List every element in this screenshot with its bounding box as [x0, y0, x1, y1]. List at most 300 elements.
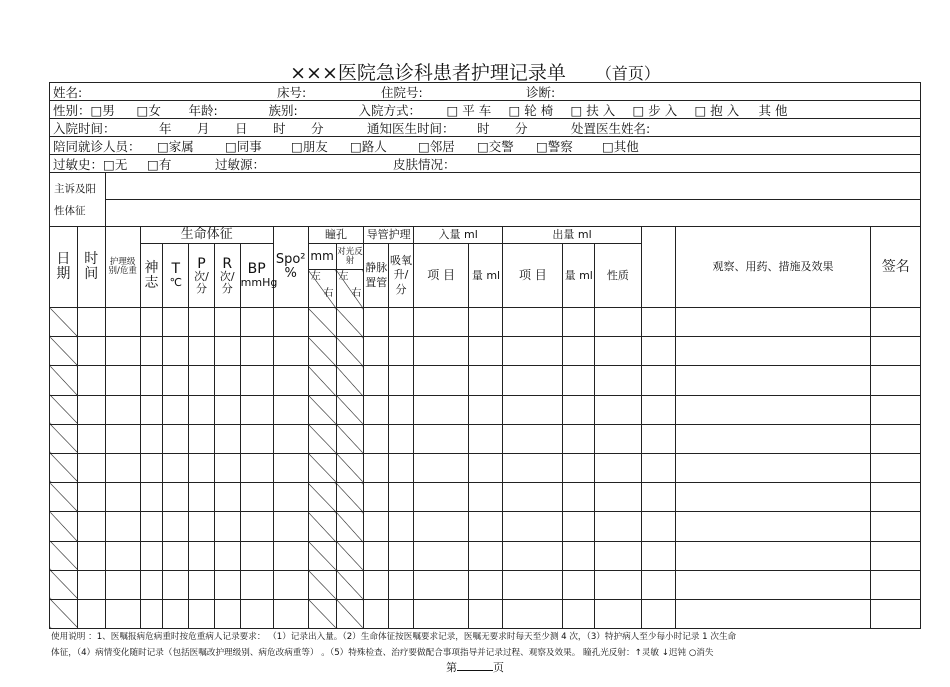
table-cell[interactable] [469, 366, 503, 395]
table-cell[interactable] [563, 453, 595, 482]
temp-label: T [171, 261, 181, 278]
table-cell[interactable] [595, 308, 641, 337]
page-prefix: 第 [446, 661, 457, 674]
table-cell[interactable] [308, 483, 336, 512]
table-cell[interactable] [503, 424, 563, 453]
table-cell[interactable] [273, 366, 308, 395]
table-cell[interactable] [469, 308, 503, 337]
table-cell[interactable] [675, 541, 871, 570]
table-row [50, 366, 921, 395]
table-cell[interactable] [364, 512, 389, 541]
complaint-lines[interactable] [106, 173, 920, 226]
table-cell[interactable] [163, 541, 189, 570]
nursing-record-form [49, 82, 921, 629]
table-cell[interactable] [469, 541, 503, 570]
table-cell[interactable] [189, 512, 215, 541]
table-cell[interactable] [563, 424, 595, 453]
table-cell[interactable] [389, 570, 414, 599]
table-cell[interactable] [641, 337, 675, 366]
table-cell[interactable] [364, 337, 389, 366]
table-cell[interactable] [503, 512, 563, 541]
table-cell[interactable] [240, 453, 273, 482]
table-cell[interactable] [563, 599, 595, 628]
table-cell[interactable] [675, 308, 871, 337]
table-cell[interactable] [273, 337, 308, 366]
table-cell[interactable] [871, 512, 921, 541]
table-cell[interactable] [675, 366, 871, 395]
table-cell[interactable] [50, 366, 78, 395]
table-cell[interactable] [189, 366, 215, 395]
companion-friend-checkbox[interactable]: □朋友 [291, 138, 328, 154]
table-cell[interactable] [336, 599, 364, 628]
table-cell[interactable] [871, 337, 921, 366]
table-cell[interactable] [563, 308, 595, 337]
table-cell[interactable] [364, 424, 389, 453]
table-cell[interactable] [163, 366, 189, 395]
table-cell[interactable] [336, 512, 364, 541]
table-cell[interactable] [240, 308, 273, 337]
table-cell[interactable] [240, 599, 273, 628]
table-cell[interactable] [214, 570, 240, 599]
table-cell[interactable] [50, 453, 78, 482]
table-cell[interactable] [595, 337, 641, 366]
table-cell[interactable] [240, 395, 273, 424]
table-cell[interactable] [413, 599, 469, 628]
table-cell[interactable] [50, 424, 78, 453]
admission-no-field[interactable]: 住院号: [381, 84, 423, 100]
skin-condition-field[interactable]: 皮肤情况： [393, 156, 456, 172]
pulse-header [189, 244, 215, 308]
table-cell[interactable] [503, 453, 563, 482]
table-cell[interactable] [389, 395, 414, 424]
table-cell[interactable] [871, 541, 921, 570]
table-row [50, 541, 921, 570]
table-cell[interactable] [336, 570, 364, 599]
usage-notes-line-2: 体征，（4）病情变化随时记录（包括医嘱改护理级别、病危改病重等） 。（5）特殊检查、治疗要做配合事项指导并记录过程、观察及效果。 瞳孔光反射：↑灵敏 ↓迟钝 ○消失 [51, 648, 714, 658]
table-cell[interactable] [105, 599, 140, 628]
table-cell[interactable] [871, 599, 921, 628]
table-cell[interactable] [189, 599, 215, 628]
table-cell[interactable] [214, 308, 240, 337]
table-cell[interactable] [595, 395, 641, 424]
vital-signs-header: 生命体征 [140, 227, 273, 244]
table-cell[interactable] [469, 483, 503, 512]
table-cell[interactable] [469, 395, 503, 424]
table-cell[interactable] [413, 512, 469, 541]
table-cell[interactable] [389, 512, 414, 541]
table-cell[interactable] [163, 308, 189, 337]
table-cell[interactable] [336, 483, 364, 512]
table-cell[interactable] [105, 570, 140, 599]
table-cell[interactable] [189, 570, 215, 599]
table-cell[interactable] [77, 453, 105, 482]
table-cell[interactable] [563, 337, 595, 366]
intake-header: 入量 ml [413, 227, 503, 244]
table-cell[interactable] [641, 512, 675, 541]
table-cell[interactable] [675, 483, 871, 512]
pupil-left-right-header [308, 270, 336, 308]
table-cell[interactable] [163, 599, 189, 628]
table-cell[interactable] [77, 337, 105, 366]
table-cell[interactable] [214, 483, 240, 512]
table-cell[interactable] [140, 599, 163, 628]
table-cell[interactable] [308, 308, 336, 337]
table-cell[interactable] [308, 570, 336, 599]
table-cell[interactable] [364, 483, 389, 512]
month-label: 月 [197, 120, 210, 136]
table-cell[interactable] [364, 541, 389, 570]
table-cell[interactable] [871, 570, 921, 599]
table-cell[interactable] [469, 424, 503, 453]
table-cell[interactable] [50, 541, 78, 570]
table-cell[interactable] [240, 483, 273, 512]
table-cell[interactable] [189, 395, 215, 424]
table-row [50, 308, 921, 337]
table-cell[interactable] [50, 308, 78, 337]
table-row [50, 337, 921, 366]
table-cell[interactable] [675, 424, 871, 453]
diagnosis-field[interactable]: 诊断: [526, 84, 556, 100]
pupil-left-label: 左 [310, 271, 321, 282]
table-cell[interactable] [871, 395, 921, 424]
table-cell[interactable] [163, 483, 189, 512]
bed-field[interactable]: 床号: [277, 84, 307, 100]
table-cell[interactable] [163, 395, 189, 424]
table-cell[interactable] [163, 453, 189, 482]
table-cell[interactable] [140, 395, 163, 424]
table-cell[interactable] [413, 395, 469, 424]
table-cell[interactable] [563, 570, 595, 599]
table-cell[interactable] [189, 453, 215, 482]
table-cell[interactable] [641, 424, 675, 453]
table-cell[interactable] [105, 395, 140, 424]
companion-colleague-checkbox[interactable]: □同事 [225, 138, 262, 154]
ethnic-field[interactable]: 族别: [268, 102, 298, 118]
table-cell[interactable] [50, 570, 78, 599]
table-cell[interactable] [273, 453, 308, 482]
table-cell[interactable] [105, 308, 140, 337]
table-cell[interactable] [308, 366, 336, 395]
table-cell[interactable] [641, 599, 675, 628]
table-cell[interactable] [50, 512, 78, 541]
table-cell[interactable] [336, 424, 364, 453]
table-cell[interactable] [273, 541, 308, 570]
table-cell[interactable] [140, 483, 163, 512]
page-number-blank[interactable] [457, 661, 493, 671]
table-cell[interactable] [364, 599, 389, 628]
table-cell[interactable] [50, 337, 78, 366]
table-cell[interactable] [503, 308, 563, 337]
table-cell[interactable] [389, 366, 414, 395]
level-header: 护理级别/危重 [105, 227, 140, 308]
table-cell[interactable] [413, 308, 469, 337]
allergy-yes-checkbox[interactable]: □有 [147, 156, 172, 172]
table-cell[interactable] [189, 483, 215, 512]
observe-header: 观察、用药、措施及效果 [675, 227, 871, 308]
table-cell[interactable] [364, 453, 389, 482]
table-cell[interactable] [240, 541, 273, 570]
table-row [50, 483, 921, 512]
table-cell[interactable] [140, 308, 163, 337]
table-cell[interactable] [273, 308, 308, 337]
date-header: 日期 [50, 227, 78, 308]
table-cell[interactable] [273, 512, 308, 541]
table-cell[interactable] [140, 424, 163, 453]
intake-amount-header: 量 ml [469, 244, 503, 308]
table-cell[interactable] [503, 337, 563, 366]
table-cell[interactable] [77, 541, 105, 570]
notify-doctor-label: 通知医生时间： [367, 120, 455, 136]
table-cell[interactable] [503, 366, 563, 395]
table-cell[interactable] [413, 453, 469, 482]
table-cell[interactable] [364, 366, 389, 395]
table-cell[interactable] [336, 541, 364, 570]
table-cell[interactable] [77, 366, 105, 395]
table-cell[interactable] [503, 483, 563, 512]
table-cell[interactable] [214, 424, 240, 453]
allergy-none-checkbox[interactable]: □无 [103, 156, 128, 172]
table-cell[interactable] [503, 541, 563, 570]
table-cell[interactable] [77, 395, 105, 424]
table-cell[interactable] [50, 483, 78, 512]
mode-assisted-checkbox[interactable]: □ 扶 入 [570, 102, 616, 118]
table-cell[interactable] [641, 453, 675, 482]
table-cell[interactable] [308, 453, 336, 482]
table-cell[interactable] [413, 570, 469, 599]
table-cell[interactable] [389, 541, 414, 570]
table-cell[interactable] [469, 599, 503, 628]
male-checkbox[interactable]: □男 [90, 102, 115, 118]
companion-family-checkbox[interactable]: □家属 [157, 138, 194, 154]
table-cell[interactable] [675, 453, 871, 482]
table-cell[interactable] [240, 512, 273, 541]
table-cell[interactable] [595, 366, 641, 395]
table-cell[interactable] [641, 395, 675, 424]
table-cell[interactable] [641, 483, 675, 512]
time-header: 时间 [77, 227, 105, 308]
title-text: ×××医院急诊科患者护理记录单 [290, 62, 566, 84]
table-cell[interactable] [675, 337, 871, 366]
day-label: 日 [235, 120, 248, 136]
oxygen-header: 吸氧升/分 [389, 244, 414, 308]
table-cell[interactable] [503, 395, 563, 424]
table-cell[interactable] [140, 570, 163, 599]
companion-traffic-police-checkbox[interactable]: □交警 [477, 138, 514, 154]
table-cell[interactable] [77, 599, 105, 628]
table-cell[interactable] [595, 570, 641, 599]
table-cell[interactable] [163, 424, 189, 453]
table-cell[interactable] [336, 337, 364, 366]
table-cell[interactable] [336, 366, 364, 395]
table-cell[interactable] [563, 541, 595, 570]
table-cell[interactable] [503, 570, 563, 599]
allergy-source-field[interactable]: 过敏源： [215, 156, 266, 172]
table-cell[interactable] [240, 337, 273, 366]
complaint-section [50, 173, 920, 227]
table-cell[interactable] [140, 512, 163, 541]
table-cell[interactable] [105, 337, 140, 366]
table-cell[interactable] [336, 395, 364, 424]
table-cell[interactable] [871, 366, 921, 395]
table-cell[interactable] [273, 599, 308, 628]
table-cell[interactable] [273, 570, 308, 599]
pulse-label: P [197, 255, 206, 272]
hour-label: 时 [273, 120, 286, 136]
table-cell[interactable] [503, 599, 563, 628]
mode-other-label: 其 他 [758, 102, 788, 118]
table-cell[interactable] [595, 483, 641, 512]
pulse-unit: 次/分 [194, 270, 209, 295]
female-checkbox[interactable]: □女 [136, 102, 161, 118]
table-cell[interactable] [469, 337, 503, 366]
table-cell[interactable] [214, 395, 240, 424]
table-cell[interactable] [595, 424, 641, 453]
table-cell[interactable] [389, 308, 414, 337]
table-cell[interactable] [308, 599, 336, 628]
table-cell[interactable] [50, 395, 78, 424]
table-cell[interactable] [240, 424, 273, 453]
table-cell[interactable] [675, 599, 871, 628]
doctor-name-field[interactable]: 处置医生姓名: [571, 120, 651, 136]
table-cell[interactable] [189, 308, 215, 337]
table-cell[interactable] [595, 599, 641, 628]
table-cell[interactable] [77, 424, 105, 453]
table-cell[interactable] [273, 424, 308, 453]
companion-passerby-checkbox[interactable]: □路人 [350, 138, 387, 154]
table-cell[interactable] [214, 366, 240, 395]
table-cell[interactable] [389, 453, 414, 482]
sign-header: 签名 [871, 227, 921, 308]
table-cell[interactable] [413, 483, 469, 512]
table-cell[interactable] [140, 541, 163, 570]
table-cell[interactable] [364, 308, 389, 337]
table-cell[interactable] [563, 366, 595, 395]
table-cell[interactable] [214, 599, 240, 628]
table-cell[interactable] [105, 424, 140, 453]
table-cell[interactable] [105, 541, 140, 570]
mode-wheelchair-checkbox[interactable]: □ 轮 椅 [508, 102, 554, 118]
table-cell[interactable] [413, 366, 469, 395]
table-cell[interactable] [389, 424, 414, 453]
table-cell[interactable] [214, 337, 240, 366]
pupil-mm-header: mm [308, 244, 336, 270]
mode-walk-checkbox[interactable]: □ 步 入 [632, 102, 678, 118]
table-cell[interactable] [595, 453, 641, 482]
table-cell[interactable] [389, 483, 414, 512]
table-cell[interactable] [273, 483, 308, 512]
table-cell[interactable] [273, 395, 308, 424]
table-cell[interactable] [308, 395, 336, 424]
table-cell[interactable] [469, 512, 503, 541]
light-left-right-header [336, 270, 364, 308]
table-row [50, 599, 921, 628]
title-subtitle: （首页） [595, 64, 660, 83]
notify-hour-label: 时 [477, 120, 490, 136]
table-cell[interactable] [336, 308, 364, 337]
table-cell[interactable] [389, 599, 414, 628]
mode-stretcher-checkbox[interactable]: □ 平 车 [446, 102, 492, 118]
complaint-label: 主诉及阳性体征 [50, 173, 106, 226]
patient-info-row [50, 83, 920, 101]
table-cell[interactable] [364, 395, 389, 424]
table-cell[interactable] [364, 570, 389, 599]
table-cell[interactable] [105, 453, 140, 482]
mode-carried-checkbox[interactable]: □ 抱 入 [694, 102, 740, 118]
table-cell[interactable] [675, 512, 871, 541]
table-cell[interactable] [308, 541, 336, 570]
table-cell[interactable] [77, 570, 105, 599]
table-cell[interactable] [563, 483, 595, 512]
light-right-label: 右 [351, 287, 362, 299]
companion-neighbor-checkbox[interactable]: □邻居 [418, 138, 455, 154]
table-cell[interactable] [163, 512, 189, 541]
name-field[interactable]: 姓名: [53, 84, 83, 100]
table-cell[interactable] [77, 308, 105, 337]
table-cell[interactable] [308, 424, 336, 453]
table-cell[interactable] [189, 337, 215, 366]
companion-other-checkbox[interactable]: □其他 [602, 138, 639, 154]
table-cell[interactable] [163, 570, 189, 599]
table-cell[interactable] [641, 366, 675, 395]
table-cell[interactable] [641, 541, 675, 570]
table-cell[interactable] [214, 512, 240, 541]
table-cell[interactable] [214, 541, 240, 570]
table-cell[interactable] [140, 337, 163, 366]
table-cell[interactable] [77, 483, 105, 512]
table-cell[interactable] [389, 337, 414, 366]
table-cell[interactable] [240, 570, 273, 599]
pupil-header: 瞳孔 [308, 227, 364, 244]
table-cell[interactable] [595, 541, 641, 570]
table-cell[interactable] [413, 541, 469, 570]
table-cell[interactable] [871, 308, 921, 337]
table-cell[interactable] [871, 424, 921, 453]
age-field[interactable]: 年龄: [188, 102, 218, 118]
table-cell[interactable] [140, 366, 163, 395]
table-cell[interactable] [140, 453, 163, 482]
bp-header [240, 244, 278, 308]
table-cell[interactable] [871, 483, 921, 512]
table-cell[interactable] [105, 512, 140, 541]
table-cell[interactable] [641, 570, 675, 599]
table-cell[interactable] [50, 599, 78, 628]
table-cell[interactable] [336, 453, 364, 482]
table-cell[interactable] [214, 453, 240, 482]
table-cell[interactable] [163, 337, 189, 366]
companion-police-checkbox[interactable]: □警察 [536, 138, 573, 154]
table-cell[interactable] [77, 512, 105, 541]
table-cell[interactable] [189, 541, 215, 570]
table-cell[interactable] [675, 570, 871, 599]
bp-label: BP [247, 261, 266, 278]
table-cell[interactable] [308, 512, 336, 541]
table-cell[interactable] [469, 453, 503, 482]
table-cell[interactable] [641, 308, 675, 337]
table-cell[interactable] [563, 512, 595, 541]
table-cell[interactable] [189, 424, 215, 453]
table-cell[interactable] [871, 453, 921, 482]
table-cell[interactable] [413, 337, 469, 366]
table-cell[interactable] [105, 366, 140, 395]
table-cell[interactable] [105, 483, 140, 512]
table-cell[interactable] [675, 395, 871, 424]
table-cell[interactable] [563, 395, 595, 424]
table-cell[interactable] [308, 337, 336, 366]
table-cell[interactable] [413, 424, 469, 453]
table-cell[interactable] [469, 570, 503, 599]
table-cell[interactable] [595, 512, 641, 541]
table-cell[interactable] [240, 366, 273, 395]
